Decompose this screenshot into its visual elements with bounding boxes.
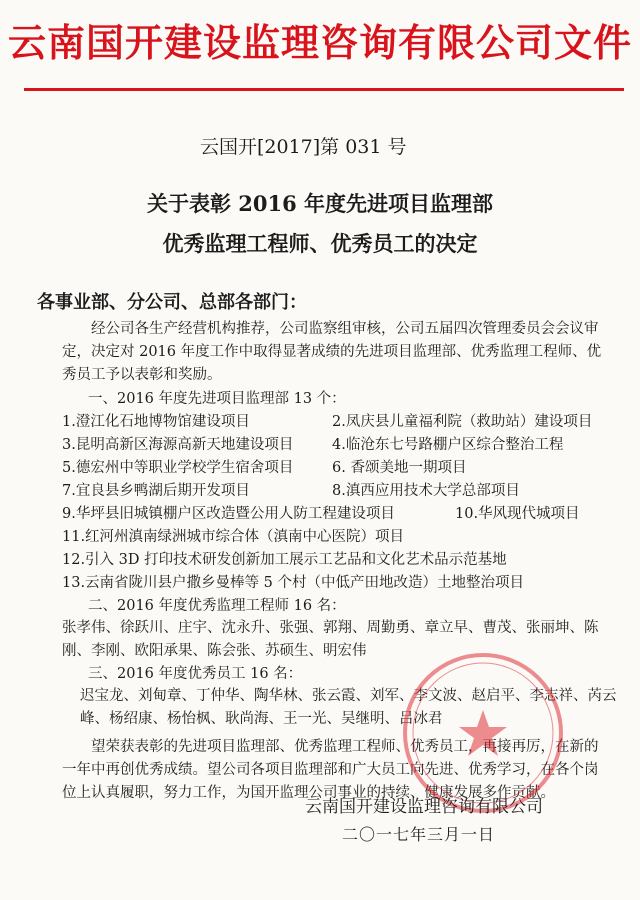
section1-heading: 一、2016 年度先进项目监理部 13 个： [88,391,346,407]
list-item: 9.华坪县旧城镇棚户区改造暨公用人防工程建设项目 [62,506,395,522]
list-item: 6. 香颂美地一期项目 [332,460,467,476]
closing-paragraph: 望荣获表彰的先进项目监理部、优秀监理工程师、优秀员工，再接再厉，在新的一年中再创优秀成绩。望公司各项目监理部和广大员工向先进、优秀学习，在各个岗位上认真履职，努力工作，为国开监理公司事业的持续、健康发展多作贡献。 [62,739,599,801]
section2-heading: 二、2016 年度优秀监理工程师 16 名： [88,598,346,614]
intro-paragraph: 经公司各生产经营机构推荐，公司监察组审核，公司五届四次管理委员会会议审定，决定对 2016 年度工作中取得显著成绩的先进项目监理部、优秀监理工程师、优秀员工予以表彰和奖励。 [62,321,602,383]
document-number: 云国开[2017]第 031 号 [200,136,407,158]
masthead-red-rule [24,88,624,91]
list-item: 4.临沧东七号路棚户区综合整治工程 [332,437,564,453]
salutation: 各事业部、分公司、总部各部门： [37,292,307,313]
document-title-line-2: 优秀监理工程师、优秀员工的决定 [162,231,478,256]
list-item: 10.华风现代城项目 [455,506,580,522]
list-item: 7.宜良县乡鸭湖后期开发项目 [62,483,250,499]
engineer-names: 张孝伟、徐跃川、庄宇、沈永升、张强、郭翔、周勤勇、章立早、曹茂、张丽坤、陈刚、李刚、欧阳承果、陈会张、苏硕生、明宏伟 [62,620,599,659]
list-item: 2.凤庆县儿童福利院（救助站）建设项目 [332,414,593,430]
list-item: 8.滇西应用技术大学总部项目 [332,483,520,499]
list-item: 13.云南省陇川县户撒乡曼棒等 5 个村（中低产田地改造）土地整治项目 [62,575,525,591]
section3-heading: 三、2016 年度优秀员工 16 名： [88,666,303,682]
signature-organization: 云南国开建设监理咨询有限公司 [305,797,543,817]
list-item: 5.德宏州中等职业学校学生宿舍项目 [62,460,294,476]
signature-date: 二〇一七年三月一日 [342,825,496,844]
list-item: 11.红河州滇南绿洲城市综合体（滇南中心医院）项目 [62,529,405,545]
masthead-title: 云南国开建设监理咨询有限公司文件 [7,21,632,65]
employee-names: 迟宝龙、刘甸章、丁仲华、陶华林、张云霞、刘军、李文波、赵启平、李志祥、芮云峰、杨绍康、杨怡枫、耿尚海、王一光、吴继明、吕冰君 [80,688,617,727]
document-title-line-1: 关于表彰 2016 年度先进项目监理部 [146,191,494,216]
list-item: 3.昆明高新区海源高新天地建设项目 [62,437,294,453]
list-item: 12.引入 3D 打印技术研发创新加工展示工艺品和文化艺术品示范基地 [62,552,507,568]
list-item: 1.澄江化石地博物馆建设项目 [62,414,250,430]
